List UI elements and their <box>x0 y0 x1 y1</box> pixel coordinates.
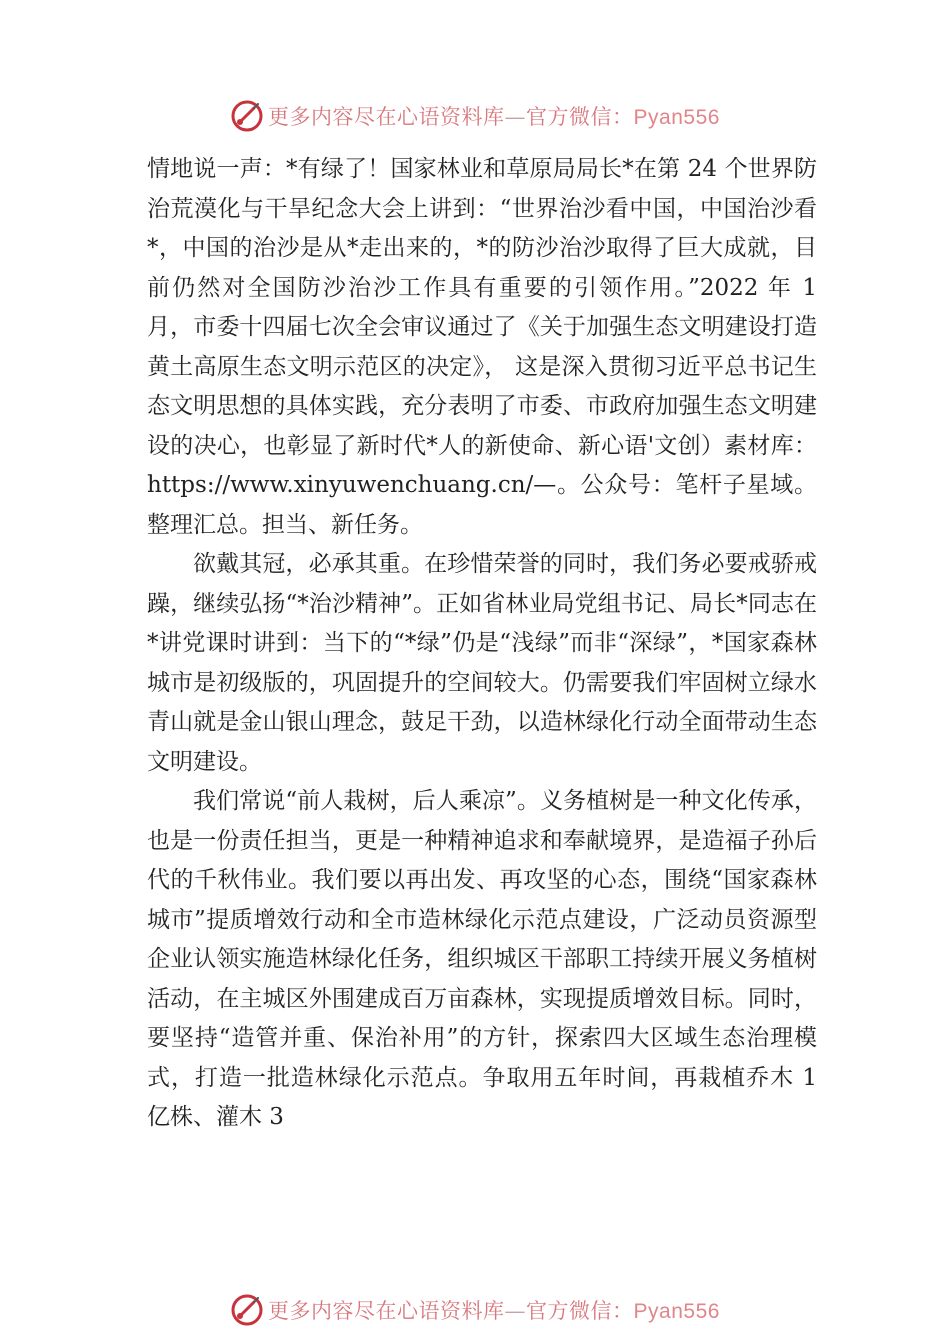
brush-logo-icon <box>230 1293 264 1327</box>
banner-prefix: 更多内容尽在心语资料库 <box>268 105 505 129</box>
paragraph-3: 我们常说“前人栽树，后人乘凉”。义务植树是一种文化传承，也是一份责任担当，更是一种精神追求和奉献境界，是造福子孙后代的千秋伟业。我们要以再出发、再攻坚的心态，围绕“国家森林城市”提质增效行动和全市造林绿化示范点建设，广泛动员资源型企业认领实施造林绿化任务，组织城区干部职工持续开展义务植树活动，在主城区外围建成百万亩森林，实现提质增效目标。同时，要坚持“造管并重、保治补用”的方针，探索四大区域生态治理模式，打造一批造林绿化示范点。争取用五年时间，再栽植乔木 1 亿株、灌木 3 <box>147 788 817 1130</box>
paragraph-1: 情地说一声：*有绿了！国家林业和草原局局长*在第 24 个世界防治荒漠化与干旱纪念大会上讲到：“世界治沙看中国，中国治沙看*，中国的治沙是从*走出来的，*的防沙治沙取得了巨大成就，目前仍然对全国防沙治沙工作具有重要的引领作用。”2022 年 1 月，市委十四届七次全会审议通过了《关于加强生态文明建设打造黄土高原生态文明示范区的决定》， 这是深入贯彻习近平总书记生态文明思想的具体实践，充分表明了市委、市政府加强生态文明建设的决心，也彰显了新时代*人的新使命、新心语'文创）素材库：https://www.xinyuwenchuang.cn/—。公众号：笔杆子星域。整理汇总。担当、新任务。 <box>147 156 817 538</box>
banner-text <box>268 1295 720 1325</box>
footer-banner <box>0 1290 950 1330</box>
banner-separator: — <box>504 1299 527 1323</box>
document-body <box>147 150 817 1138</box>
banner-separator: — <box>504 105 527 129</box>
header-banner <box>0 96 950 136</box>
banner-official-label: 官方微信： <box>526 105 634 129</box>
banner-handle: Pyan556 <box>633 1300 720 1323</box>
banner-official-label: 官方微信： <box>526 1299 634 1323</box>
banner-text <box>268 101 720 131</box>
banner-prefix: 更多内容尽在心语资料库 <box>268 1299 505 1323</box>
paragraph-2: 欲戴其冠，必承其重。在珍惜荣誉的同时，我们务必要戒骄戒躁，继续弘扬“*治沙精神”。正如省林业局党组书记、局长*同志在*讲党课时讲到：当下的“*绿”仍是“浅绿”而非“深绿”，*国家森林城市是初级版的，巩固提升的空间较大。仍需要我们牢固树立绿水青山就是金山银山理念，鼓足干劲，以造林绿化行动全面带动生态文明建设。 <box>147 551 817 775</box>
brush-logo-icon <box>230 99 264 133</box>
banner-handle: Pyan556 <box>633 106 720 129</box>
